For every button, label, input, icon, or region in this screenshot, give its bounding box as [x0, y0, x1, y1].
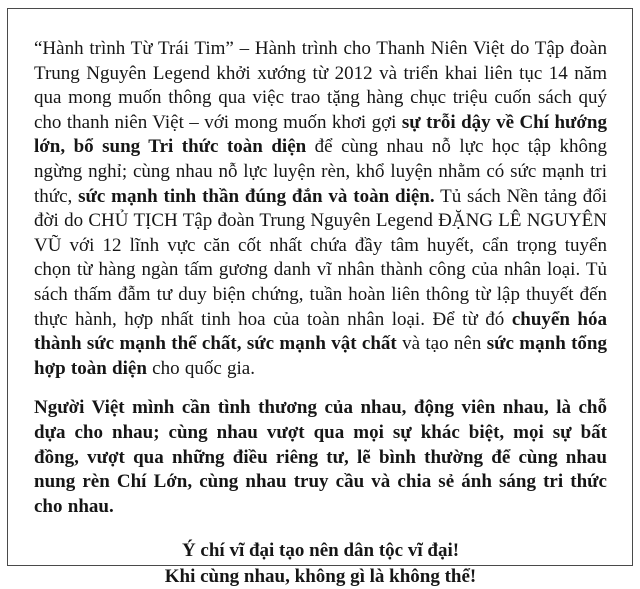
paragraph-message: Người Việt mình cần tình thương của nhau, động viên nhau, là chỗ dựa cho nhau; cùng nhau vượt qua mọi sự khác biệt, mọi sự bất đồng, vượt qua những điều riêng tư, lẽ bình thường để cùng nhau nung rèn Chí Lớn, cùng nhau truy cầu và chia sẻ ánh sáng tri thức cho nhau.: [34, 397, 607, 517]
slogan-line-2: Khi cùng nhau, không gì là không thể!: [164, 565, 477, 587]
document-border-frame: [7, 8, 633, 587]
paragraph-intro: “Hành trình Từ Trái Tim” – Hành trình cho Thanh Niên Việt do Tập đoàn Trung Nguyên Legend khởi xướng từ 2012 và triển khai liên tục 14 năm qua mong muốn thông qua việc trao tặng hàng chục triệu cuốn sách quý cho thanh niên Việt – với mong muốn khơi gợi sự trỗi dậy về Chí hướng lớn, bổ sung Tri thức toàn diện để cùng nhau nỗ lực học tập không ngừng nghỉ; cùng nhau nỗ lực luyện rèn, khổ luyện nhằm có sức mạnh tri thức, sức mạnh tinh thần đúng đắn và toàn diện. Tủ sách Nền tảng đổi đời do CHỦ TỊCH Tập đoàn Trung Nguyên Legend ĐẶNG LÊ NGUYÊN VŨ với 12 lĩnh vực căn cốt nhất chứa đầy tâm huyết, cẩn trọng tuyển chọn từ hàng ngàn tấm gương danh vĩ nhân thành công của nhân loại. Tủ sách thấm đẫm tư duy biện chứng, tuần hoàn liên thông từ lập thuyết đến thực hành, hợp nhất tinh hoa của toàn nhân loại. Để từ đó chuyển hóa thành sức mạnh thể chất, sức mạnh vật chất và tạo nên sức mạnh tổng hợp toàn diện cho quốc gia.: [34, 38, 607, 379]
slogan-line-1: Ý chí vĩ đại tạo nên dân tộc vĩ đại!: [181, 540, 460, 562]
slogan-block: [34, 538, 607, 589]
